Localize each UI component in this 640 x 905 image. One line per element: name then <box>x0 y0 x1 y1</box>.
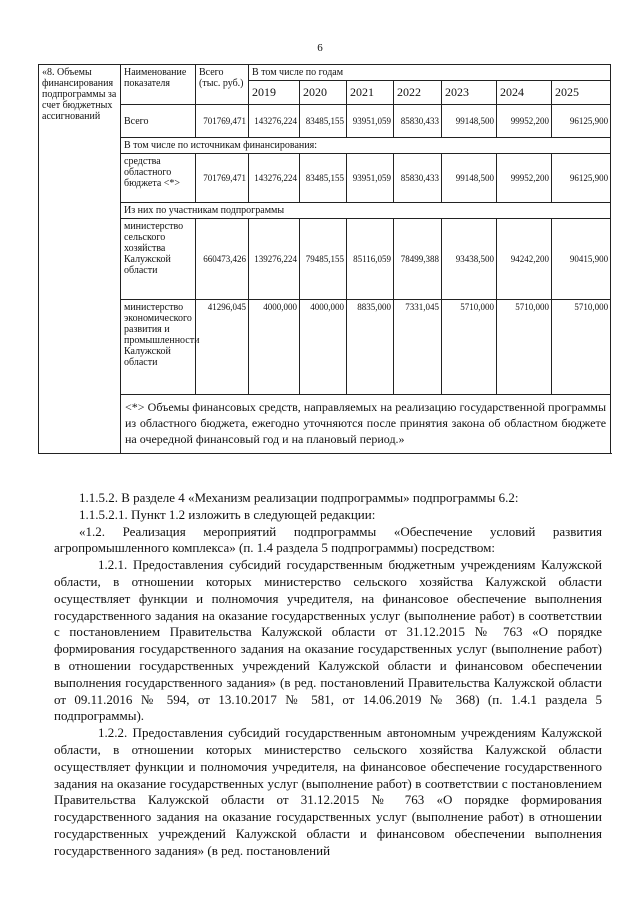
table-row <box>39 300 611 395</box>
years-header: В том числе по годам <box>249 65 611 81</box>
total-header: Всего (тыс. руб.) <box>196 65 249 105</box>
section-label: «8. Объемы финансирования подпрограммы за счет бюджетных ассигнований <box>39 65 121 454</box>
year-value: 5710,000 <box>497 300 552 395</box>
paragraph: 1.2.2. Предоставления субсидий государственным автономным учреждениям Калужской области, в отношении которых министерство сельского хозяйства Калужской области осуществляет функции и полномочия учредителя, на финансовое обеспечение государственного задания на оказание государственных услуг (выполнение работ) в соответствии с постановлением Правительства Калужской области от 31.12.2015 № 763 «О порядке формирования государственного задания на оказание государственных услуг (выполнение работ) в отношении государственных учреждений Калужской области и финансовом обеспечении выполнения государственного задания» (в ред. постановлений <box>54 725 602 858</box>
year-value: 4000,000 <box>249 300 300 395</box>
row-label: министерство сельского хозяйства Калужской области <box>121 219 196 300</box>
paragraph: 1.1.5.2.1. Пункт 1.2 изложить в следующей редакции: <box>79 506 376 522</box>
row-label: Всего <box>121 105 196 138</box>
year-value: 96125,900 <box>552 105 611 138</box>
page-number: 6 <box>317 42 323 54</box>
year-header: 2023 <box>442 81 497 105</box>
year-header: 2019 <box>249 81 300 105</box>
year-value: 5710,000 <box>552 300 611 395</box>
year-value: 93438,500 <box>442 219 497 300</box>
table-row <box>39 105 611 138</box>
row-label: министерство экономического развития и промышленности Калужской области <box>121 300 196 395</box>
year-value: 5710,000 <box>442 300 497 395</box>
by-source-header: В том числе по источникам финансирования: <box>121 138 611 154</box>
year-value: 8835,000 <box>347 300 394 395</box>
year-value: 143276,224 <box>249 105 300 138</box>
year-header: 2021 <box>347 81 394 105</box>
year-value: 4000,000 <box>300 300 347 395</box>
by-participant-header: Из них по участникам подпрограммы <box>121 203 611 219</box>
year-value: 99148,500 <box>442 105 497 138</box>
year-value: 143276,224 <box>249 154 300 203</box>
table-row <box>39 154 611 203</box>
year-value: 139276,224 <box>249 219 300 300</box>
year-value: 96125,900 <box>552 154 611 203</box>
table-footnote: <*> Объемы финансовых средств, направляемых на реализацию государственной программы из областного бюджета, ежегодно уточняются после принятия закона об областном бюджете на очередной финансовый год и на плановый период.» <box>121 395 611 454</box>
paragraph: «1.2. Реализация мероприятий подпрограммы «Обеспечение условий развития агропромышленного комплекса» (п. 1.4 раздела 5 подпрограммы) посредством: <box>54 523 602 556</box>
budget-table <box>38 64 611 454</box>
year-value: 85830,433 <box>394 154 442 203</box>
row-total-value: 701769,471 <box>196 105 249 138</box>
year-value: 94242,200 <box>497 219 552 300</box>
row-total-value: 660473,426 <box>196 219 249 300</box>
year-value: 99148,500 <box>442 154 497 203</box>
year-value: 79485,155 <box>300 219 347 300</box>
indicator-header: Наименование показателя <box>121 65 196 105</box>
year-value: 99952,200 <box>497 105 552 138</box>
year-header: 2024 <box>497 81 552 105</box>
year-value: 83485,155 <box>300 154 347 203</box>
row-label: средства областного бюджета <*> <box>121 154 196 203</box>
paragraph: 1.2.1. Предоставления субсидий государственным бюджетным учреждениям Калужской области, в отношении которых министерство сельского хозяйства Калужской области осуществляет функции и полномочия учредителя, на финансовое обеспечение выполнения государственного задания на оказание государственных услуг (выполнение работ) в соответствии с постановлением Правительства Калужской области от 31.12.2015 № 763 «О порядке формирования государственного задания на оказание государственных услуг (выполнение работ) в отношении государственных учреждений Калужской области и финансовом обеспечении выполнения государственного задания» (в ред. постановлений Правительства Калужской области от 09.11.2016 № 594, от 13.10.2017 № 581, от 14.06.2019 № 368) (п. 1.4.1 раздела 5 подпрограммы). <box>54 557 602 724</box>
year-value: 90415,900 <box>552 219 611 300</box>
paragraph: 1.1.5.2. В разделе 4 «Механизм реализации подпрограммы» подпрограммы 6.2: <box>79 490 519 505</box>
body-text <box>54 490 602 860</box>
year-value: 78499,388 <box>394 219 442 300</box>
table-row <box>39 219 611 300</box>
year-header: 2025 <box>552 81 611 105</box>
year-value: 85830,433 <box>394 105 442 138</box>
row-total-value: 701769,471 <box>196 154 249 203</box>
year-value: 83485,155 <box>300 105 347 138</box>
year-value: 85116,059 <box>347 219 394 300</box>
year-header: 2022 <box>394 81 442 105</box>
year-header: 2020 <box>300 81 347 105</box>
year-value: 93951,059 <box>347 154 394 203</box>
year-value: 99952,200 <box>497 154 552 203</box>
year-value: 93951,059 <box>347 105 394 138</box>
year-value: 7331,045 <box>394 300 442 395</box>
row-total-value: 41296,045 <box>196 300 249 395</box>
